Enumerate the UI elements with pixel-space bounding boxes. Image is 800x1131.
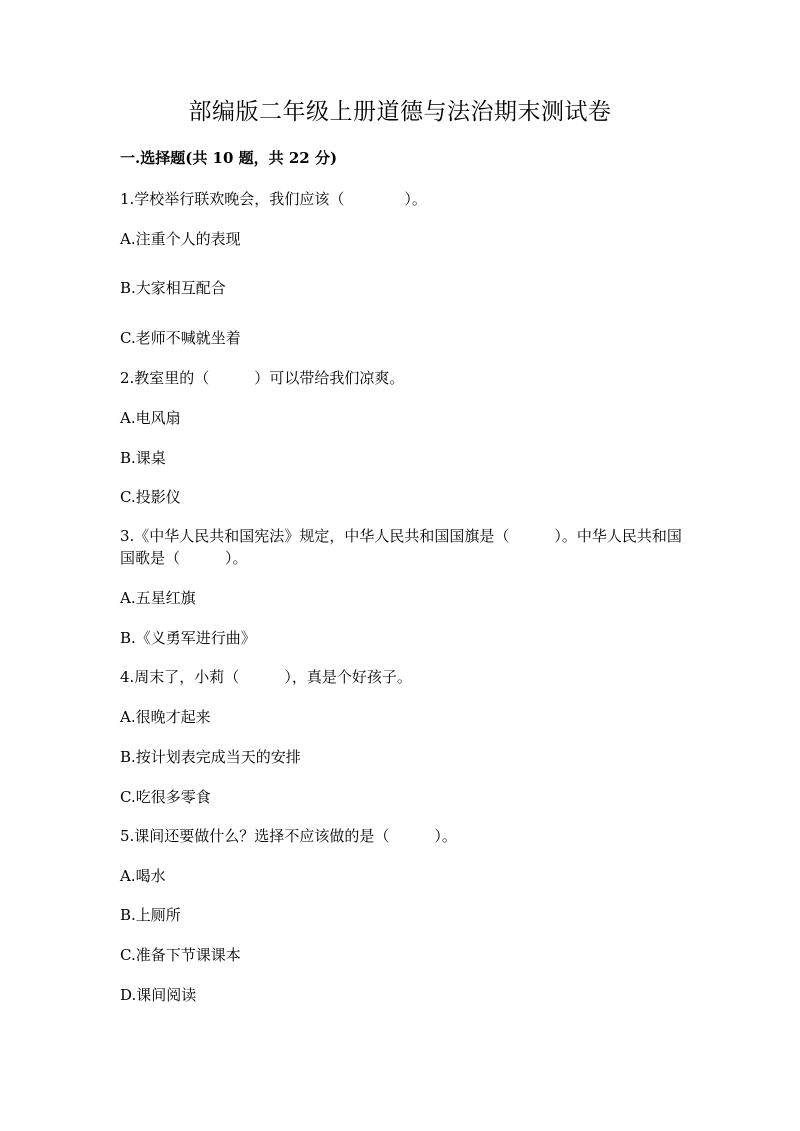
question-3-option-b: B.《义勇军进行曲》 — [120, 629, 256, 647]
question-3: 3.《中华人民共和国宪法》规定，中华人民共和国国旗是（ ）。中华人民共和国国歌是（ ）。 — [120, 527, 682, 567]
question-1-option-a: A.注重个人的表现 — [120, 230, 241, 248]
question-2-option-c: C.投影仪 — [120, 488, 181, 506]
question-5-option-c: C.准备下节课课本 — [120, 946, 241, 964]
question-2: 2.教室里的（ ）可以带给我们凉爽。 — [120, 369, 405, 387]
question-4-option-c: C.吃很多零食 — [120, 788, 211, 806]
question-4-option-a: A.很晚才起来 — [120, 708, 211, 726]
question-4: 4.周末了，小莉（ ），真是个好孩子。 — [120, 668, 412, 686]
question-3-option-a: A.五星红旗 — [120, 589, 196, 607]
question-4-option-b: B.按计划表完成当天的安排 — [120, 748, 301, 766]
section-heading: 一.选择题(共 10 题，共 22 分) — [120, 149, 338, 167]
question-1-option-c: C.老师不喊就坐着 — [120, 329, 241, 347]
question-5-option-d: D.课间阅读 — [120, 986, 197, 1004]
question-1: 1.学校举行联欢晚会，我们应该（ ）。 — [120, 190, 427, 208]
question-2-option-a: A.电风扇 — [120, 409, 181, 427]
question-2-option-b: B.课桌 — [120, 449, 166, 467]
question-5: 5.课间还要做什么？选择不应该做的是（ ）。 — [120, 827, 457, 845]
question-5-option-a: A.喝水 — [120, 867, 166, 885]
page-title: 部编版二年级上册道德与法治期末测试卷 — [188, 99, 612, 125]
question-5-option-b: B.上厕所 — [120, 906, 181, 924]
question-1-option-b: B.大家相互配合 — [120, 279, 226, 297]
